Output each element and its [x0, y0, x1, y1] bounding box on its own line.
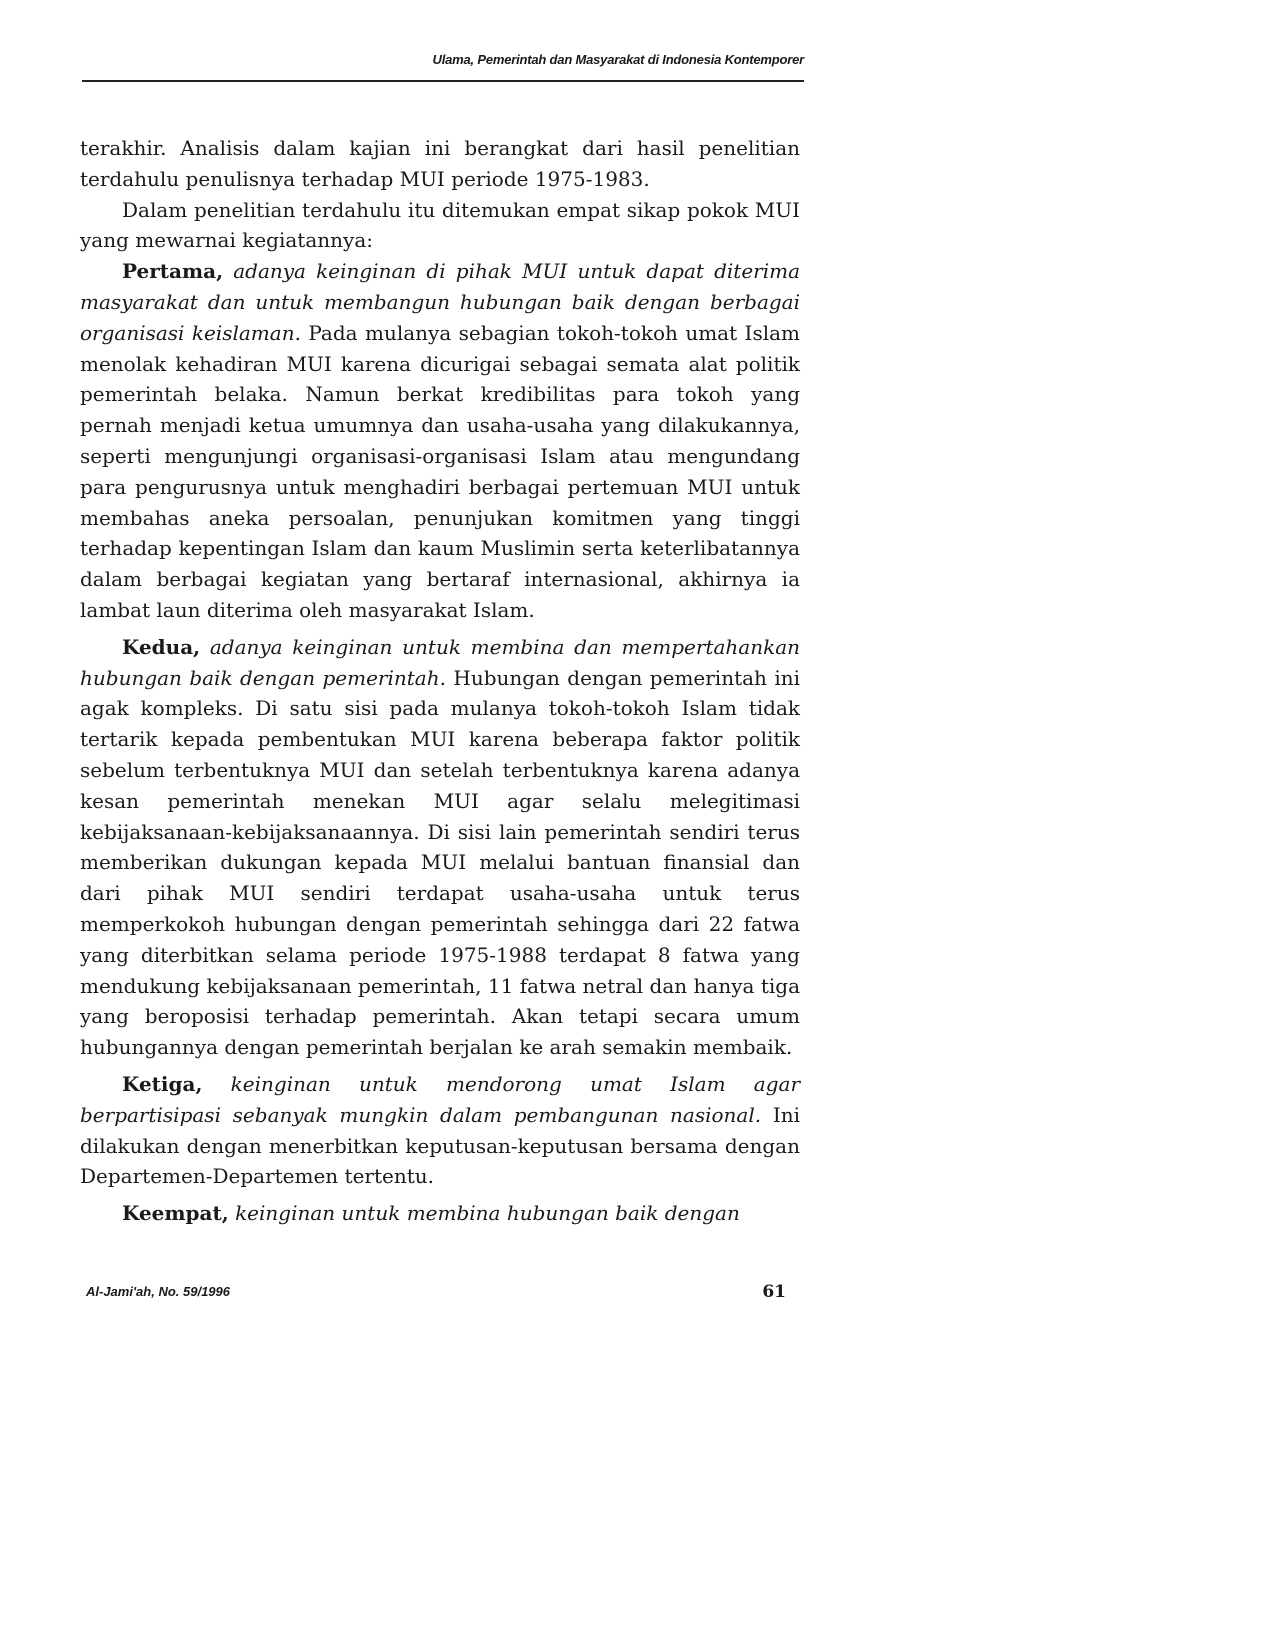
paragraph-text: Ini dilakukan dengan menerbitkan keputusan-keputusan bersama dengan Departemen-Departemen tertentu.	[80, 1102, 800, 1189]
running-header: Ulama, Pemerintah dan Masyarakat di Indonesia Kontemporer	[432, 52, 804, 67]
paragraph-text: Pada mulanya sebagian tokoh-tokoh umat Islam menolak kehadiran MUI karena dicurigai sebagai semata alat politik pemerintah belaka. Namun berkat kredibilitas para tokoh yang pernah menjadi ketua umumnya dan usaha-usaha yang dilakukannya, seperti mengunjungi organisasi-organisasi Islam atau mengundang para pengurusnya untuk menghadiri berbagai pertemuan MUI untuk membahas aneka persoalan, penunjukan komitmen yang tinggi terhadap kepentingan Islam dan kaum Muslimin serta keterlibatannya dalam berbagai kegiatan yang bertaraf internasional, akhirnya ia lambat laun diterima oleh masyarakat Islam.	[80, 320, 800, 622]
paragraph-pertama	[80, 256, 800, 626]
paragraph-ketiga	[80, 1069, 800, 1192]
paragraph-lead: Keempat,	[122, 1201, 229, 1226]
paragraph-text: Dalam penelitian terdahulu itu ditemukan empat sikap pokok MUI yang mewarnai kegiatannya:	[80, 197, 800, 253]
paragraph-emphasis: adanya keinginan di pihak MUI untuk dapat diterima masyarakat dan untuk membangun hubungan baik dengan berbagai organisasi keislaman.	[80, 259, 801, 345]
paragraph-emphasis: keinginan untuk membina hubungan baik dengan	[235, 1201, 740, 1226]
paragraph-keempat	[80, 1198, 800, 1229]
paragraph-text: Hubungan dengan pemerintah ini agak kompleks. Di satu sisi pada mulanya tokoh-tokoh Islam tidak tertarik kepada pembentukan MUI karena beberapa faktor politik sebelum terbentuknya MUI dan setelah terbentuknya karena adanya kesan pemerintah menekan MUI agar selalu melegitimasi kebijaksanaan-kebijaksanaannya. Di sisi lain pemerintah sendiri terus memberikan dukungan kepada MUI melalui bantuan finansial dan dari pihak MUI sendiri terdapat usaha-usaha untuk terus memperkokoh hubungan dengan pemerintah sehingga dari 22 fatwa yang diterbitkan selama periode 1975-1988 terdapat 8 fatwa yang mendukung kebijaksanaan pemerintah, 11 fatwa netral dan hanya tiga yang beroposisi terhadap pemerintah. Akan tetapi secara umum hubungannya dengan pemerintah berjalan ke arah semakin membaik.	[80, 665, 800, 1060]
paragraph-kedua	[80, 632, 800, 1063]
paragraph-lead: Kedua,	[122, 634, 201, 659]
paragraph-text: terakhir. Analisis dalam kajian ini berangkat dari hasil penelitian terdahulu penulisnya terhadap MUI periode 1975-1983.	[80, 136, 800, 191]
page-number: 61	[762, 1282, 786, 1302]
journal-citation: Al-Jami'ah, No. 59/1996	[86, 1284, 230, 1299]
page-footer	[86, 1284, 786, 1306]
paragraph-lead: Ketiga,	[122, 1071, 203, 1096]
paragraph-intro	[80, 133, 800, 195]
paragraph-emphasis: adanya keinginan untuk membina dan mempertahankan hubungan baik dengan pemerintah.	[80, 634, 800, 690]
paragraph-emphasis: keinginan untuk mendorong umat Islam agar berpartisipasi sebanyak mungkin dalam pembangunan nasional.	[80, 1071, 800, 1127]
body-text	[80, 133, 800, 1229]
paragraph-findings	[80, 195, 800, 257]
paragraph-lead: Pertama,	[122, 259, 224, 284]
header-rule	[82, 80, 804, 82]
